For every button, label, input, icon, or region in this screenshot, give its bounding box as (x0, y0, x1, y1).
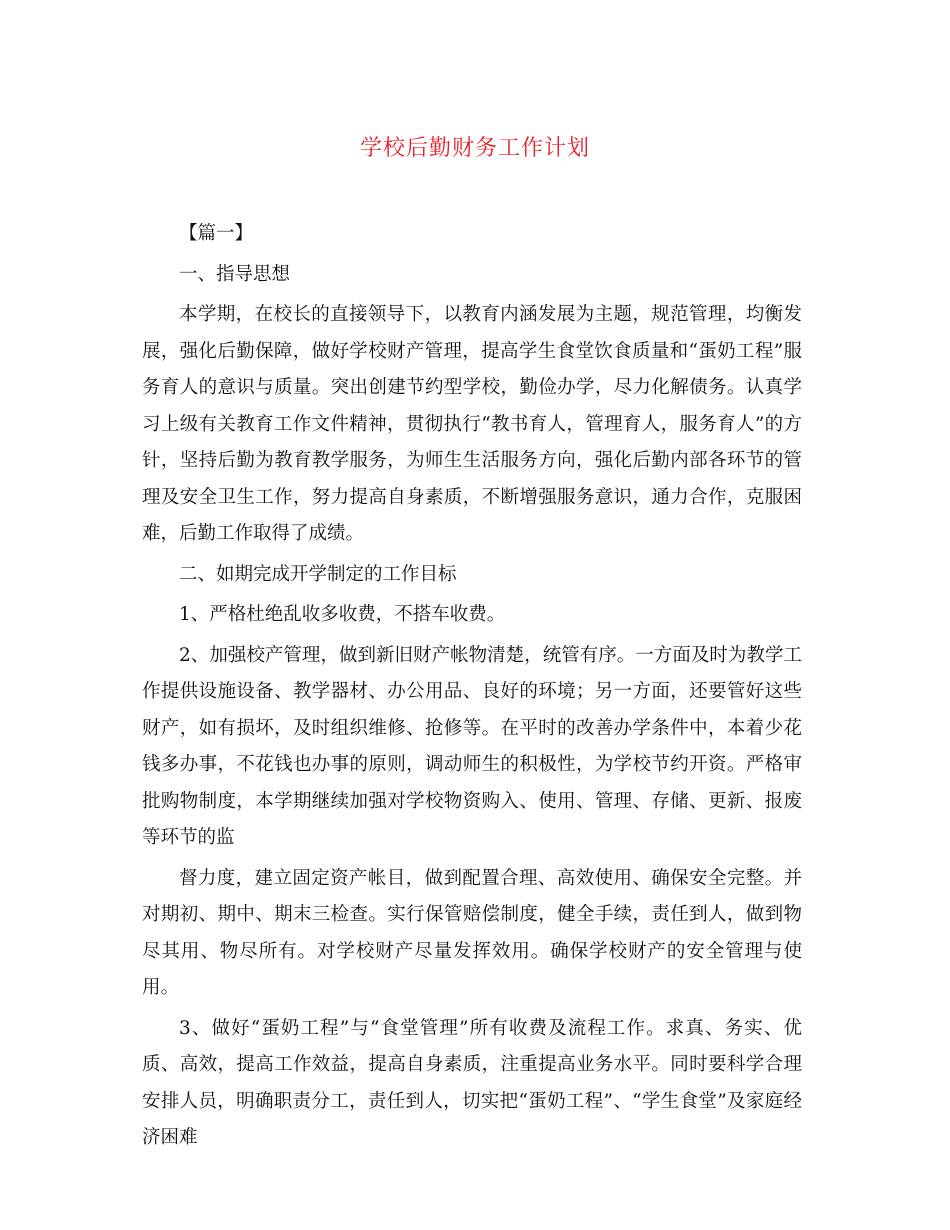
document-title: 学校后勤财务工作计划 (359, 136, 590, 161)
section-marker: 【篇一】 (179, 223, 254, 244)
list-item: 1、严格杜绝乱收多收费，不搭车收费。 (179, 604, 506, 625)
body-paragraph: 本学期，在校长的直接领导下，以教育内涵发展为主题，规范管理，均衡发展，强化后勤保障，做好学校财产管理，提高学生食堂饮食质量和“蛋奶工程”服务育人的意识与质量。突出创建节约型学校，勤俭办学，尽力化解债务。认真学习上级有关教育工作文件精神，贯彻执行“教书育人，管理育人，服务育人”的方针，坚持后勤为教育教学服务，为师生生活服务方向，强化后勤内部各环节的管理及安全卫生工作，努力提高自身素质，不断增强服务意识，通力合作，克服困难，后勤工作取得了成绩。 (142, 304, 802, 544)
document-body (142, 216, 802, 1157)
body-paragraph: 督力度，建立固定资产帐目，做到配置合理、高效使用、确保安全完整。并对期初、期中、期末三检查。实行保管赔偿制度，健全手续，责任到人，做到物尽其用、物尽所有。对学校财产尽量发挥效用。确保学校财产的安全管理与使用。 (142, 867, 802, 998)
list-item: 2、加强校产管理，做到新旧财产帐物清楚，统管有序。一方面及时为教学工作提供设施设备、教学器材、办公用品、良好的环境；另一方面，还要管好这些财产，如有损坏，及时组织维修、抢修等。在平时的改善办学条件中，本着少花钱多办事，不花钱也办事的原则，调动师生的积极性，为学校节约开资。严格审批购物制度，本学期继续加强对学校物资购入、使用、管理、存储、更新、报废等环节的监 (142, 644, 802, 848)
section-heading: 一、指导思想 (179, 263, 291, 285)
list-item: 3、做好“蛋奶工程”与“食堂管理”所有收费及流程工作。求真、务实、优质、高效，提高工作效益，提高自身素质，注重提高业务水平。同时要科学合理安排人员，明确职责分工，责任到人，切实把“蛋奶工程”、“学生食堂”及家庭经济困难 (142, 1017, 802, 1148)
section-heading: 二、如期完成开学制定的工作目标 (179, 563, 457, 585)
